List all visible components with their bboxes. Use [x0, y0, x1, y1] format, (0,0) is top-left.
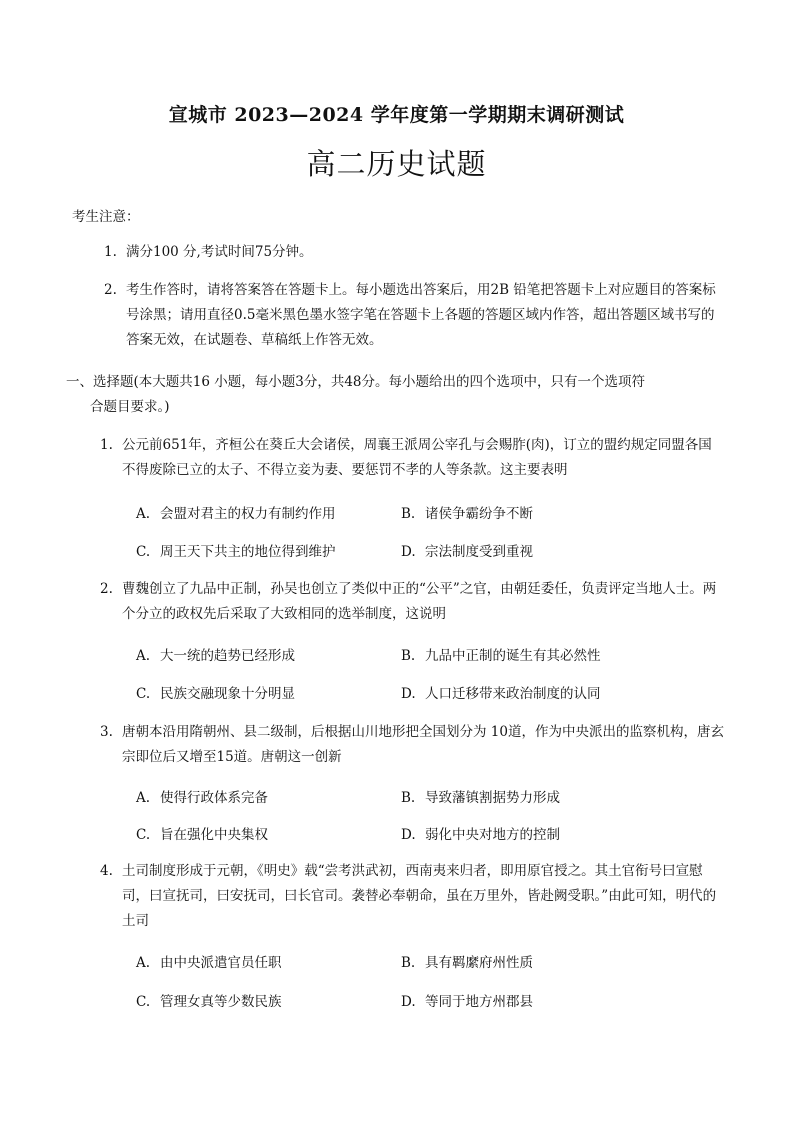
question: [100, 720, 725, 770]
option-text: 管理女真等少数民族: [160, 994, 282, 1010]
option-text: 诸侯争霸纷争不断: [425, 506, 533, 522]
option-text: 周王天下共主的地位得到维护: [160, 544, 336, 560]
option-text: 宗法制度受到重视: [425, 544, 533, 560]
option: [136, 644, 295, 664]
option: [401, 786, 560, 806]
option-label: D.: [401, 994, 416, 1010]
option-text: 使得行政体系完备: [160, 790, 268, 806]
option: [136, 502, 336, 522]
option: [136, 823, 268, 843]
option-text: 民族交融现象十分明显: [160, 686, 295, 702]
option-label: C.: [136, 827, 151, 843]
option-text: 会盟对君主的权力有制约作用: [160, 506, 336, 522]
option-text: 弱化中央对地方的控制: [425, 827, 560, 843]
option-label: B.: [401, 955, 416, 971]
option-label: A.: [136, 506, 151, 522]
option: [401, 540, 533, 560]
option: [401, 682, 601, 702]
option: [401, 951, 533, 971]
notice-item: [104, 240, 724, 265]
option-text: 人口迁移带来政治制度的认同: [425, 686, 601, 702]
question: [100, 859, 725, 934]
question-text: 土司制度形成于元朝，《明史》载“尝考洪武初，西南夷来归者，即用原官授之。其土官衔号曰宣慰司，曰宣抚司，曰安抚司，曰长官司。袭替必奉朝命，虽在万里外，皆赴阙受职。”由此可知，明代的土司: [122, 863, 717, 929]
question-text: 唐朝本沿用隋朝州、县二级制，后根据山川地形把全国划分为 10道，作为中央派出的监察机构，唐玄宗即位后又增至15道。唐朝这一创新: [122, 724, 724, 765]
notice-heading: 考生注意：: [72, 209, 140, 225]
option: [136, 990, 282, 1010]
option-label: B.: [401, 648, 416, 664]
section-heading-line1: 一、选择题(本大题共16 小题，每小题3分，共48分。每小题给出的四个选项中，只有一个选项符: [66, 374, 646, 390]
option: [401, 823, 560, 843]
question-text: 曹魏创立了九品中正制，孙吴也创立了类似中正的“公平”之官，由朝廷委任，负责评定当地人士。两个分立的政权先后采取了大致相同的选举制度，这说明: [122, 581, 717, 622]
option-text: 大一统的趋势已经形成: [160, 648, 295, 664]
option-label: C.: [136, 686, 151, 702]
notice-item-text: 满分100 分,考试时间75分钟。: [126, 244, 313, 260]
option: [136, 682, 295, 702]
option-label: B.: [401, 790, 416, 806]
option-text: 旨在强化中央集权: [160, 827, 268, 843]
section-heading-line2: 合题目要求。): [90, 399, 170, 415]
question-number: 3.: [100, 724, 113, 740]
option-label: A.: [136, 648, 151, 664]
option-text: 导致藩镇割据势力形成: [425, 790, 560, 806]
option-label: A.: [136, 790, 151, 806]
option-label: D.: [401, 686, 416, 702]
option-label: D.: [401, 827, 416, 843]
option-label: C.: [136, 544, 151, 560]
notice-item-text: 考生作答时，请将答案答在答题卡上。每小题选出答案后，用2B 铅笔把答题卡上对应题目的答案标号涂黑；请用直径0.5毫米黑色墨水签字笔在答题卡上各题的答题区域内作答，超出答题区域书写的答案无效，在试题卷、草稿纸上作答无效。: [126, 282, 716, 348]
notice-item: [104, 278, 724, 353]
option-label: D.: [401, 544, 416, 560]
option-text: 九品中正制的诞生有其必然性: [425, 648, 601, 664]
option-label: B.: [401, 506, 416, 522]
question: [100, 577, 725, 627]
option: [401, 502, 533, 522]
option: [401, 644, 601, 664]
question-text: 公元前651年，齐桓公在葵丘大会诸侯，周襄王派周公宰孔与会赐胙(肉)，订立的盟约规定同盟各国不得废除已立的太子、不得立妾为妻、要惩罚不孝的人等条款。这主要表明: [122, 437, 712, 478]
question-number: 1.: [100, 437, 113, 453]
question: [100, 433, 725, 483]
section-heading: [66, 370, 726, 420]
option-text: 具有羁縻府州性质: [425, 955, 533, 971]
option: [401, 990, 533, 1010]
option-label: A.: [136, 955, 151, 971]
notice-item-number: 1.: [104, 244, 117, 260]
question-number: 4.: [100, 863, 113, 879]
question-number: 2.: [100, 581, 113, 597]
option: [136, 540, 336, 560]
option-text: 等同于地方州郡县: [425, 994, 533, 1010]
option-text: 由中央派遣官员任职: [160, 955, 282, 971]
exam-title: 宣城市 2023—2024 学年度第一学期期末调研测试: [168, 104, 625, 126]
notice-item-number: 2.: [104, 282, 117, 298]
option-label: C.: [136, 994, 151, 1010]
option: [136, 951, 282, 971]
option: [136, 786, 268, 806]
exam-subtitle: 高二历史试题: [306, 147, 487, 181]
